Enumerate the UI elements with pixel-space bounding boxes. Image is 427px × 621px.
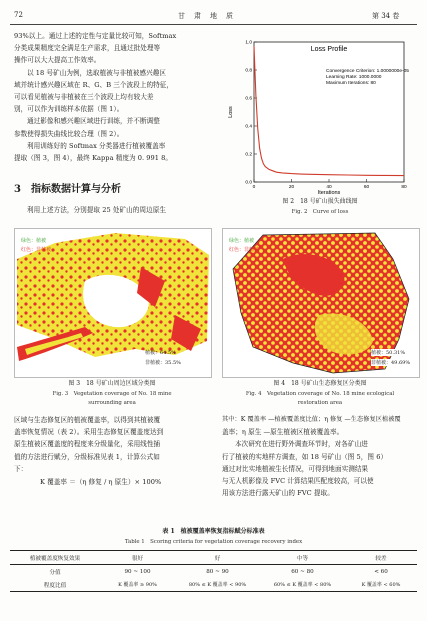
table1 [10, 550, 417, 592]
lower-left-text [14, 414, 214, 475]
table-cell: 80 ~ 90 [206, 568, 229, 575]
paragraph-line: 盖率恢复情况（表 2）。采用生态修复区覆盖度达到 [14, 428, 164, 437]
chart-annotation: Maximum Iterations: 80 [326, 81, 376, 86]
paragraph-line: 其中：K 覆盖率 —植被覆盖度比值；η 修复 —生态修复区植被覆 [222, 416, 401, 423]
chart-annotation: Convergence Criterion: 1.0000000e-05 [326, 69, 409, 74]
table-header-row [10, 551, 417, 565]
y-tick-label: 0.0 [245, 180, 252, 186]
loss-chart-svg [222, 28, 418, 198]
stat-nonvegetation: 非植被：35.5% [145, 360, 181, 366]
y-tick-label: 0.8 [245, 68, 252, 74]
formula: K 覆盖率 ＝（η 修复 / η 原生）× 100% [40, 478, 162, 486]
paragraph-line: 利用训练好的 Softmax 分类器进行植被覆盖率 [27, 141, 166, 150]
paragraph-line: 盖率；η 原生 —原生植被区植被覆盖率。 [222, 428, 344, 437]
plot-frame [254, 42, 404, 182]
legend-nonvegetation: 红色：非植被 [229, 247, 260, 253]
legend-vegetation: 绿色：植被 [21, 238, 47, 244]
fig2-caption-cn: 图 2 18 号矿山损失曲线图 [282, 198, 358, 205]
paragraph-line: 值的方法进行赋分，分级标准见表 1，计算公式如 [14, 452, 160, 461]
fig3-caption-en: Fig. 3 Vegetation coverage of No. 18 mine [52, 391, 172, 397]
table-row [10, 565, 417, 579]
table-row [10, 578, 417, 592]
fig3-caption-en: surrounding area [88, 400, 136, 406]
criteria-table [10, 550, 417, 592]
paragraph-line: 用该方法进行露天矿山的 FVC 提取。 [222, 489, 334, 498]
table-header-cell: 中等 [296, 555, 309, 562]
table-header-cell: 好 [214, 555, 221, 562]
volume-label: 第 34 卷 [372, 12, 400, 20]
paragraph-line: 区域与生态修复区的植被覆盖率，以得到其植被覆 [14, 416, 161, 424]
fig4-classification-map [222, 228, 420, 378]
x-tick-label: 80 [401, 185, 407, 190]
fig4-caption-en: Fig. 4 Vegetation coverage of No. 18 mine ecological [245, 391, 395, 397]
y-tick-label: 1.0 [245, 40, 252, 46]
paragraph-line: 下： [14, 464, 28, 473]
paragraph-line: 利用上述方法，分别提取 25 处矿山的周边原生 [27, 206, 167, 214]
x-tick-label: 20 [288, 185, 295, 190]
table-header-cell: 植被覆盖度恢复效果 [29, 555, 81, 562]
header-rule [10, 24, 417, 25]
x-tick-label: 40 [326, 185, 332, 190]
left-column [14, 30, 219, 164]
table1-caption-cn: 表 1 植被覆盖率恢复指标赋分标准表 [162, 528, 265, 535]
paragraph-line: 与无人机影像及 FVC 计算结果匹配度较高，可以使 [222, 477, 374, 486]
chart-title: Loss Profile [310, 46, 348, 53]
fig3-caption-cn: 图 3 18 号矿山周边区域分类图 [68, 380, 156, 387]
x-axis-label: Iterations [317, 190, 341, 196]
table-cell: < 60 [374, 568, 388, 575]
table-cell: 90 ~ 100 [124, 568, 151, 575]
y-axis-label: Loss [228, 106, 234, 118]
paragraph-line: 参数使得损失曲线比较合理（图 2）。 [14, 129, 124, 138]
table-cell: 程度比值 [43, 582, 67, 589]
y-tick-label: 0.4 [245, 124, 252, 130]
table-cell: 60 ~ 80 [291, 568, 314, 575]
paragraph-line: 以 18 号矿山为例，选取植被与非植被感兴趣区 [27, 68, 167, 77]
x-tick-label: 0 [252, 185, 256, 190]
paragraph-line: 分类成果精度完全满足生产需求，且通过批处理等 [14, 44, 161, 53]
y-tick-label: 0.2 [245, 152, 252, 158]
paragraph-line: 通过对比实地植被生长情况，可得到地面实测结果 [222, 464, 369, 473]
stat-nonvegetation: 非植被：49.69% [371, 360, 411, 366]
paragraph-line: 行了植被的实地样方调查，如 18 号矿山（图 5，图 6） [222, 452, 388, 461]
fig3-classification-map [14, 228, 212, 378]
paragraph-line: 别，可以作为训练样本依据（图 1）。 [14, 105, 124, 114]
paragraph-line: 93%以上。通过上述的定性与定量比较可知，Softmax [14, 32, 177, 40]
paragraph-line: 操作可以大大提高工作效率。 [14, 56, 101, 65]
legend-vegetation: 绿色：植被 [229, 238, 255, 244]
y-tick-label: 0.6 [245, 96, 252, 102]
table1-caption-en: Table 1 Scoring criteria for vegetation coverage recovery index [124, 539, 303, 545]
stat-vegetation: 植被：64.5% [145, 350, 176, 356]
table-cell: K 覆盖率 ≥ 90% [118, 582, 157, 588]
fig4-caption-en: restoration area [297, 400, 343, 406]
fig2-caption-en: Fig. 2 Curve of loss [291, 209, 349, 215]
table-header-cell: 很好 [131, 555, 144, 562]
stat-vegetation: 植被：50.31% [371, 350, 406, 356]
chart-annotation: Learning Rate: 1000.0000 [326, 75, 382, 80]
loss-chart [222, 28, 418, 198]
lower-right-text [222, 414, 422, 499]
paragraph-line: 可以看见植被与非植被在三个波段上均有较大差 [14, 93, 154, 102]
legend-nonvegetation: 红色：非植被 [21, 247, 52, 253]
table-cell: 60% ≤ K 覆盖率 < 80% [273, 582, 332, 588]
fig4-caption-cn: 图 4 18 号矿山生态修复区分类图 [273, 380, 367, 387]
x-tick-label: 60 [363, 185, 370, 190]
paragraph-line: 原生植被区覆盖度的程度来分级量化，采用线性插 [14, 440, 161, 449]
table-cell: 80% ≤ K 覆盖率 < 90% [188, 582, 247, 588]
paragraph-line: 提取（图 3，图 4），最终 Kappa 精度为 0. 991 8。 [14, 154, 173, 163]
page-number: 72 [14, 11, 23, 19]
paragraph-line: 通过影像和感兴趣区域进行训练，并不断调整 [27, 117, 160, 126]
journal-title: 甘 肃 地 质 [178, 12, 234, 20]
paragraph-line: 本次研究在进行野外调查环节时，对各矿山进 [235, 440, 368, 449]
table-header-cell: 较差 [375, 555, 387, 562]
paragraph-line: 域并统计感兴趣区域在 R、G、B 三个波段上的特征， [14, 80, 174, 89]
table-cell: 分值 [49, 569, 61, 576]
section-title: 3 指标数据计算与分析 [14, 184, 121, 195]
table-cell: K 覆盖率 < 60% [361, 582, 401, 588]
